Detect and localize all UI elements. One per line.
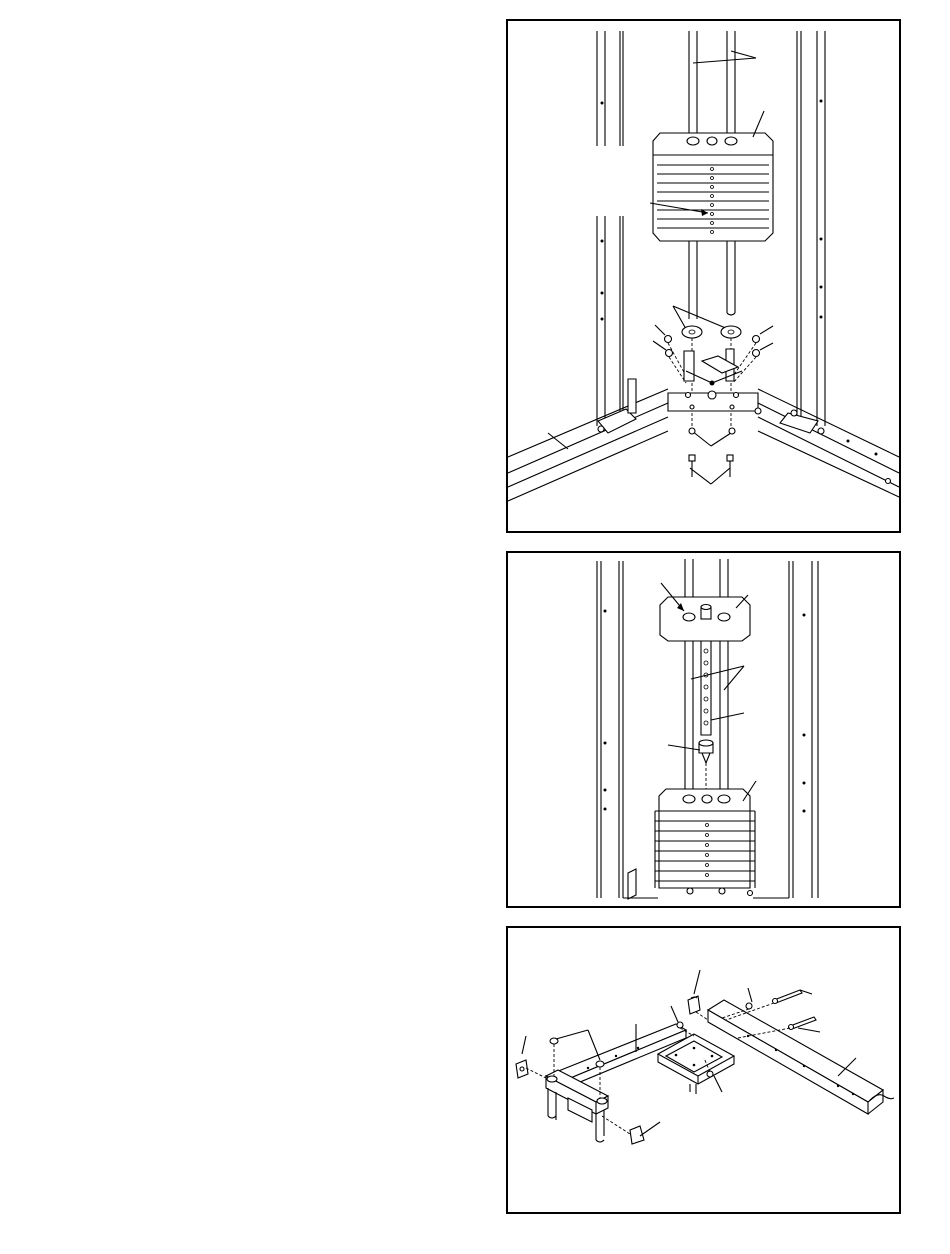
right-upright <box>797 31 825 426</box>
figure-2-panel <box>506 551 901 908</box>
figure-3-drawing <box>508 928 899 1212</box>
figure-2-drawing <box>508 553 899 906</box>
left-upright-top <box>597 31 623 146</box>
center-bracket <box>668 349 758 411</box>
figure-1-drawing <box>508 21 899 531</box>
figure-3-panel <box>506 926 901 1214</box>
figure-1-panel <box>506 19 901 533</box>
weight-stack <box>653 133 773 241</box>
left-upright-bottom <box>597 216 623 426</box>
washers <box>665 326 760 357</box>
weight-stack <box>655 789 755 896</box>
top-plate <box>660 597 750 641</box>
rear-beam <box>708 1000 894 1114</box>
right-upright <box>789 561 818 898</box>
callout-leaders <box>548 51 773 484</box>
selector-stem <box>701 641 711 735</box>
left-upright <box>597 561 623 898</box>
